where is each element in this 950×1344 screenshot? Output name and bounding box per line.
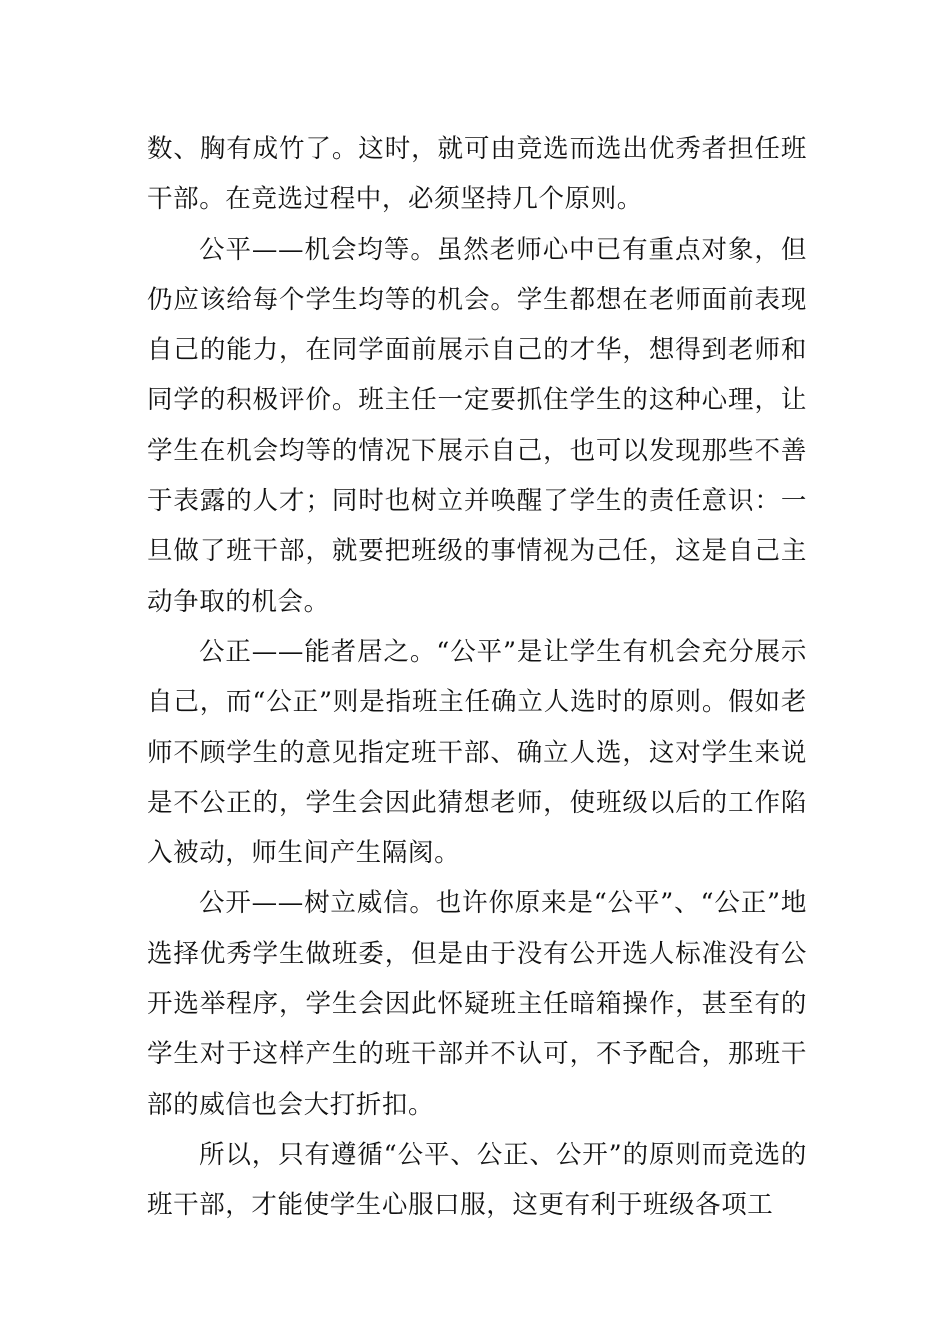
paragraph-justice: 公正——能者居之。“公平”是让学生有机会充分展示自己，而“公正”则是指班主任确立人选时的原则。假如老师不顾学生的意见指定班干部、确立人选，这对学生来说是不公正的，学生会因此猜想老师，使班级以后的工作陷入被动，师生间产生隔阂。 (147, 636, 807, 869)
paragraph-openness: 公开——树立威信。也许你原来是“公平”、“公正”地选择优秀学生做班委，但是由于没有公开选人标准没有公开选举程序，学生会因此怀疑班主任暗箱操作，甚至有的学生对于这样产生的班干部并不认可，不予配合，那班干部的威信也会大打折扣。 (147, 888, 807, 1120)
paragraph-conclusion: 所以，只有遵循“公平、公正、公开”的原则而竞选的班干部，才能使学生心服口服，这更有利于班级各项工 (147, 1139, 807, 1221)
paragraph-fairness: 公平——机会均等。虽然老师心中已有重点对象，但仍应该给每个学生均等的机会。学生都想在老师面前表现自己的能力，在同学面前展示自己的才华，想得到老师和同学的积极评价。班主任一定要抓住学生的这种心理，让学生在机会均等的情况下展示自己，也可以发现那些不善于表露的人才；同时也树立并唤醒了学生的责任意识：一旦做了班干部，就要把班级的事情视为己任，这是自己主动争取的机会。 (147, 234, 807, 617)
document-body (147, 124, 807, 1231)
paragraph-continuation: 数、胸有成竹了。这时，就可由竞选而选出优秀者担任班干部。在竞选过程中，必须坚持几个原则。 (147, 134, 807, 215)
